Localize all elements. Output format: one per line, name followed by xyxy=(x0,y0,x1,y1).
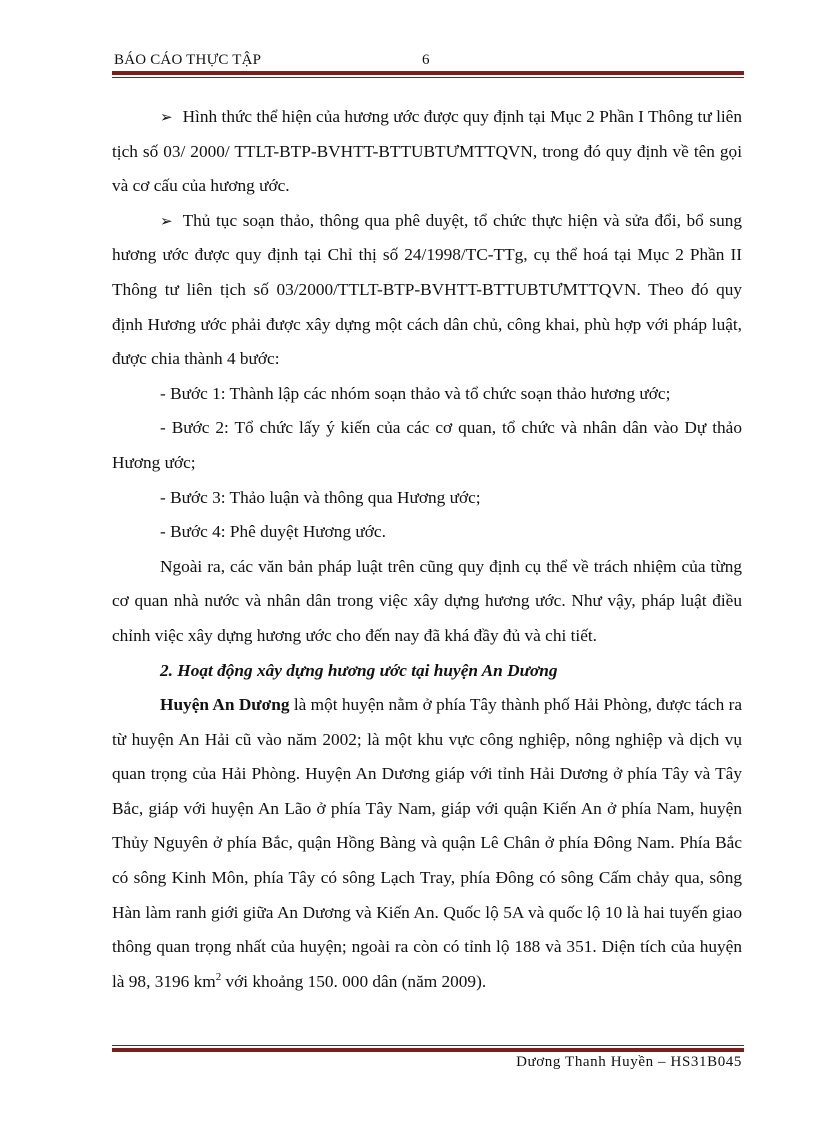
paragraph-procedure xyxy=(112,204,742,377)
page-number: 6 xyxy=(422,52,430,68)
header-rule-thick xyxy=(112,71,744,75)
step-3: - Bước 3: Thảo luận và thông qua Hương ước; xyxy=(160,487,481,507)
page-footer: Dương Thanh Huyền – HS31B045 xyxy=(516,1054,742,1070)
footer-rule-thin xyxy=(112,1045,744,1046)
report-title: BÁO CÁO THỰC TẬP xyxy=(114,52,262,68)
paragraph-form-text: Hình thức thể hiện của hương ước được quy định tại Mục 2 Phần I Thông tư liên tịch số 03/ 2000/ TTLT-BTP-BVHTT-BTTUBTƯMTTQVN, trong đó quy định về tên gọi và cơ cấu của hương ước. xyxy=(112,107,742,196)
paragraph-form xyxy=(112,100,742,204)
paragraph-an-duong xyxy=(112,688,742,999)
page-body xyxy=(112,100,742,999)
arrow-bullet-icon: ➢ xyxy=(160,211,173,230)
step-1: - Bước 1: Thành lập các nhóm soạn thảo và tổ chức soạn thảo hương ước; xyxy=(160,383,671,403)
an-duong-text: là một huyện nằm ở phía Tây thành phố Hải Phòng, được tách ra từ huyện An Hải cũ vào năm 2002; là một khu vực công nghiệp, nông nghiệp và dịch vụ quan trọng của Hải Phòng. Huyện An Dương giáp với tỉnh Hải Dương ở phía Tây và Tây Bắc, giáp với huyện An Lão ở phía Tây Nam, giáp với quận Kiến An ở phía Nam, huyện Thủy Nguyên ở phía Bắc, quận Hồng Bàng và quận Lê Chân ở phía Đông Nam. Phía Bắc có sông Kinh Môn, phía Tây có sông Lạch Tray, phía Đông có sông Cấm chảy qua, sông Hàn làm ranh giới giữa An Dương và Kiến An. Quốc lộ 5A và quốc lộ 10 là hai tuyến giao thông quan trọng nhất của huyện; ngoài ra còn có tỉnh lộ 188 và 351. Diện tích của huyện là 98, 3196 km xyxy=(112,695,742,991)
paragraph-procedure-text: Thủ tục soạn thảo, thông qua phê duyệt, tổ chức thực hiện và sửa đổi, bổ sung hương ước được quy định tại Chỉ thị số 24/1998/TC-TTg, cụ thể hoá tại Mục 2 Phần II Thông tư liên tịch số 03/2000/TTLT-BTP-BVHTT-BTTUBTƯMTTQVN. Theo đó quy định Hương ước phải được xây dựng một cách dân chủ, công khai, phù hợp với pháp luật, được chia thành 4 bước: xyxy=(112,210,742,369)
arrow-bullet-icon: ➢ xyxy=(160,108,173,126)
paragraph-conclusion: Ngoài ra, các văn bản pháp luật trên cũng quy định cụ thể về trách nhiệm của từng cơ quan nhà nước và nhân dân trong việc xây dựng hương ước. Như vậy, pháp luật điều chỉnh việc xây dựng hương ước cho đến nay đã khá đầy đủ và chi tiết. xyxy=(112,556,742,645)
an-duong-tail: với khoảng 150. 000 dân (năm 2009). xyxy=(221,971,487,991)
section-heading: 2. Hoạt động xây dựng hương ước tại huyện An Dương xyxy=(160,660,558,680)
footer-rule-thick xyxy=(112,1048,744,1052)
step-2: - Bước 2: Tổ chức lấy ý kiến của các cơ quan, tổ chức và nhân dân vào Dự thảo Hương ước; xyxy=(112,418,742,472)
page-header xyxy=(112,50,744,72)
an-duong-lead: Huyện An Dương xyxy=(160,695,290,715)
km-superscript: 2 xyxy=(215,971,222,984)
step-4: - Bước 4: Phê duyệt Hương ước. xyxy=(160,522,386,542)
header-rule-thin xyxy=(112,77,744,78)
